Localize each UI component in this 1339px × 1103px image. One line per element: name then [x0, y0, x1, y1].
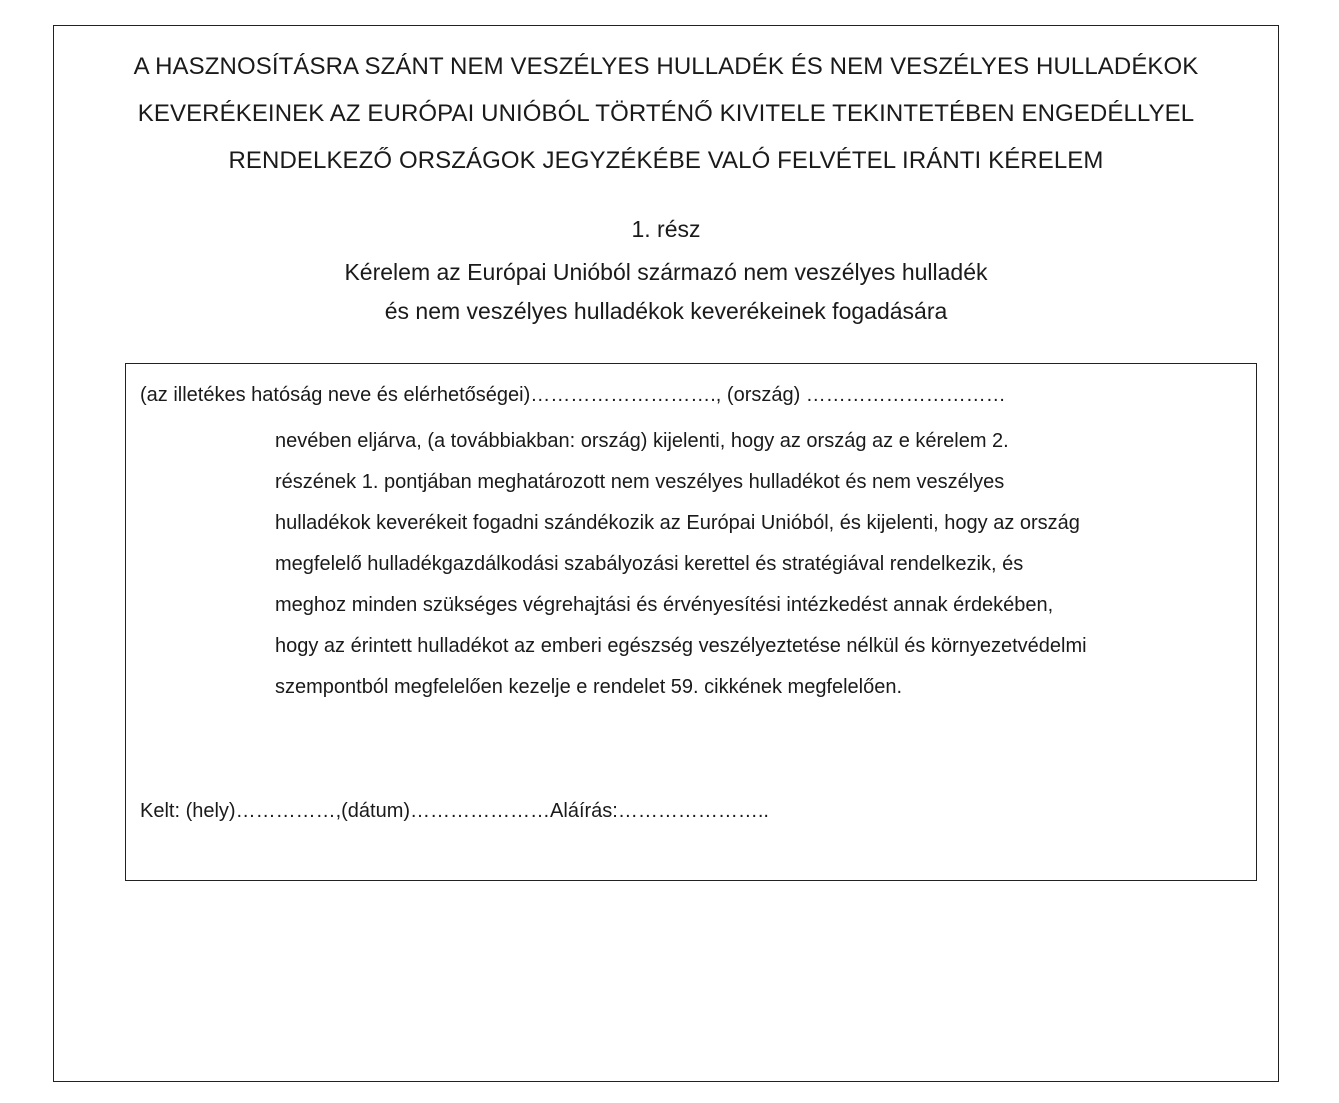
place-date-signature-line: Kelt: (hely)……………,(dátum)…………………Aláírás:…………………..	[140, 800, 769, 822]
part-subtitle-line-2: és nem veszélyes hulladékok keverékeinek fogadására	[384, 298, 948, 324]
declaration-text	[275, 421, 1087, 708]
declaration-line: szempontból megfelelően kezelje e rendelet 59. cikkének megfelelően.	[275, 676, 903, 698]
declaration-line: hogy az érintett hulladékot az emberi egészség veszélyeztetése nélkül és környezetvédelmi	[275, 635, 1087, 657]
authority-country-line: (az illetékes hatóság neve és elérhetőségei)………………………., (ország) …………………………	[140, 384, 1006, 406]
declaration-line: megfelelő hulladékgazdálkodási szabályozási kerettel és stratégiával rendelkezik, és	[275, 553, 1024, 575]
application-form-box	[125, 363, 1257, 881]
title-line-3: RENDELKEZŐ ORSZÁGOK JEGYZÉKÉBE VALÓ FELVÉTEL IRÁNTI KÉRELEM	[228, 147, 1104, 174]
title-line-1: A HASZNOSÍTÁSRA SZÁNT NEM VESZÉLYES HULLADÉK ÉS NEM VESZÉLYES HULLADÉKOK	[133, 53, 1199, 80]
title-line-2: KEVERÉKEINEK AZ EURÓPAI UNIÓBÓL TÖRTÉNŐ KIVITELE TEKINTETÉBEN ENGEDÉLLYEL	[137, 100, 1195, 127]
part-number: 1. rész	[631, 216, 701, 242]
part-heading	[54, 210, 1278, 331]
declaration-line: meghoz minden szükséges végrehajtási és érvényesítési intézkedést annak érdekében,	[275, 594, 1054, 616]
part-subtitle-line-1: Kérelem az Európai Unióból származó nem veszélyes hulladék	[344, 259, 988, 285]
declaration-line: nevében eljárva, (a továbbiakban: ország) kijelenti, hogy az ország az e kérelem 2.	[275, 430, 1009, 452]
declaration-line: részének 1. pontjában meghatározott nem veszélyes hulladékot és nem veszélyes	[275, 471, 1005, 493]
document-title	[54, 43, 1278, 184]
document-frame	[53, 25, 1279, 1082]
declaration-line: hulladékok keverékeit fogadni szándékozik az Európai Unióból, és kijelenti, hogy az ország	[275, 512, 1080, 534]
